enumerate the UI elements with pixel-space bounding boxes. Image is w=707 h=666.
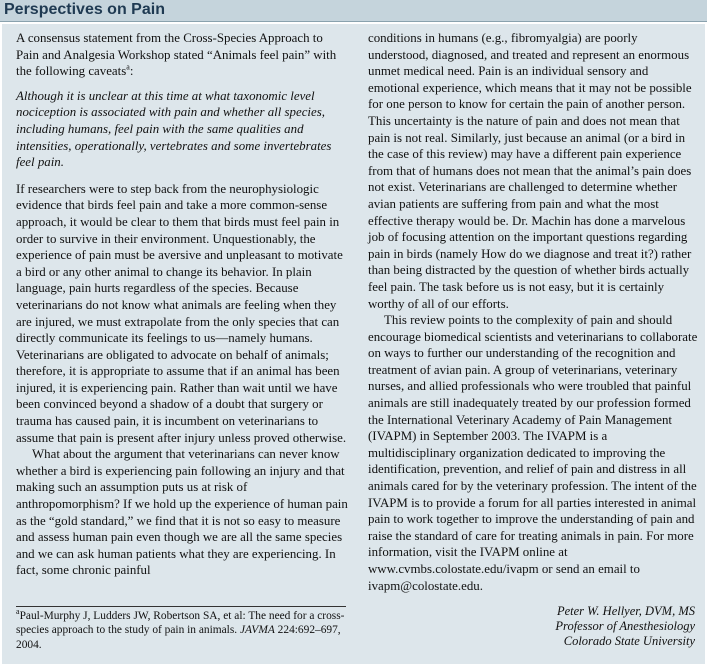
footnote-mark: a — [16, 607, 20, 617]
page-title: Perspectives on Pain — [4, 1, 165, 18]
paragraph-human-conditions: conditions in humans (e.g., fibromyalgia) are poorly understood, diagnosed, and treated and represent an enormous unmet medical need. Pain is an individual sensory and emotional experience, which means that it may not be possible for one person to know for certain the pain of another person. This uncertainty is the nature of pain and does not mean that pain is not real. Similarly, just because an animal (or a bird in the case of this review) may have a different pain experience from that of humans does not mean that the animal’s pain does not exist. Veterinarians are challenged to determine whether avian patients are suffering from pain and what the most effective therapy would be. Dr. Machin has done a marvelous job of focusing attention on the important questions regarding pain in birds (namely How do we diagnose and treat it?) rather than being distracted by the question of whether birds actually feel pain. The task before us is not easy, but it is certainly worthy of all of our efforts. — [368, 31, 692, 311]
paragraph-ivapm: This review points to the complexity of pain and should encourage biomedical scientists and veterinarians to collaborate on ways to further our understanding of the recognition and treatment of avian pain. A group of veterinarians, veterinary nurses, and allied professionals who were troubled that painful animals are still inadequately treated by our profession formed the International Veterinary Academy of Pain Management (IVAPM) in September 2003. The IVAPM is a multidisciplinary organization dedicated to improving the identification, prevention, and relief of pain and distress in all animals cared for by the veterinary profession. The intent of the IVAPM is to provide a forum for all parties interested in animal pain to work together to improve the understanding of pain and raise the standard of care for treating animals in pain. For more information, visit the IVAPM online at www.cvmbs.colostate.edu/ivapm or send an email to ivapm@colostate.edu. — [368, 313, 698, 593]
footnote-journal: JAVMA — [239, 624, 275, 637]
signature-block — [555, 604, 695, 649]
author-name: Peter W. Hellyer, DVM, MS — [556, 604, 695, 618]
footnote-ref[interactable]: a — [126, 62, 130, 72]
intro-text: A consensus statement from the Cross-Species Approach to Pain and Analgesia Workshop stated “Animals feel pain” with the following caveats — [16, 31, 337, 79]
left-column — [16, 30, 348, 579]
paragraph-anthropomorphism: What about the argument that veterinarians can never know whether a bird is experiencing pain following an injury and that making such an assumption puts us at risk of anthropomorphism? If we hold up the experience of human pain as the “gold standard,” we find that it is not so easy to measure and assess human pain even though we are all the same species and we can ask human patients what they are experiencing. In fact, some chronic painful — [16, 447, 348, 578]
intro-paragraph — [16, 30, 348, 80]
article-panel — [2, 24, 705, 664]
footnote-divider — [16, 606, 346, 607]
author-affiliation: Colorado State University — [563, 634, 695, 648]
author-title: Professor of Anesthesiology — [555, 619, 695, 633]
intro-end: : — [129, 64, 134, 79]
footnote — [16, 609, 351, 652]
footnote-text: Paul-Murphy J, Ludders JW, Robertson SA, et al: The need for a cross-species approach to the study of pain in animals. — [16, 610, 345, 637]
right-column — [368, 30, 698, 594]
header-bar — [0, 0, 707, 22]
caveat-quote: Although it is unclear at this time at what taxonomic level nociception is associated with pain and whether all species, including humans, feel pain with the same qualities and intensities, operationally, vertebrates and some invertebrates feel pain. — [16, 88, 332, 170]
paragraph-common-sense: If researchers were to step back from the neurophysiologic evidence that birds feel pain and take a more common-sense approach, it would be clear to them that birds must feel pain in order to survive in their environment. Unquestionably, the experience of pain must be aversive and unpleasant to motivate a bird or any other animal to change its behavior. In plain language, pain hurts regardless of the species. Because veterinarians do not know what animals are feeling when they are injured, we must extrapolate from the only species that can directly communicate its feelings to us—namely humans. Veterinarians are obligated to advocate on behalf of animals; therefore, it is appropriate to assume that if an animal has been injured, it is experiencing pain. Rather than wait until we have been convinced beyond a shadow of a doubt that surgery or trauma has caused pain, it is incumbent on veterinarians to assume that pain is present after injury unless proved otherwise. — [16, 181, 347, 445]
footnote-citation: 224:692–697, 2004. — [16, 624, 341, 651]
